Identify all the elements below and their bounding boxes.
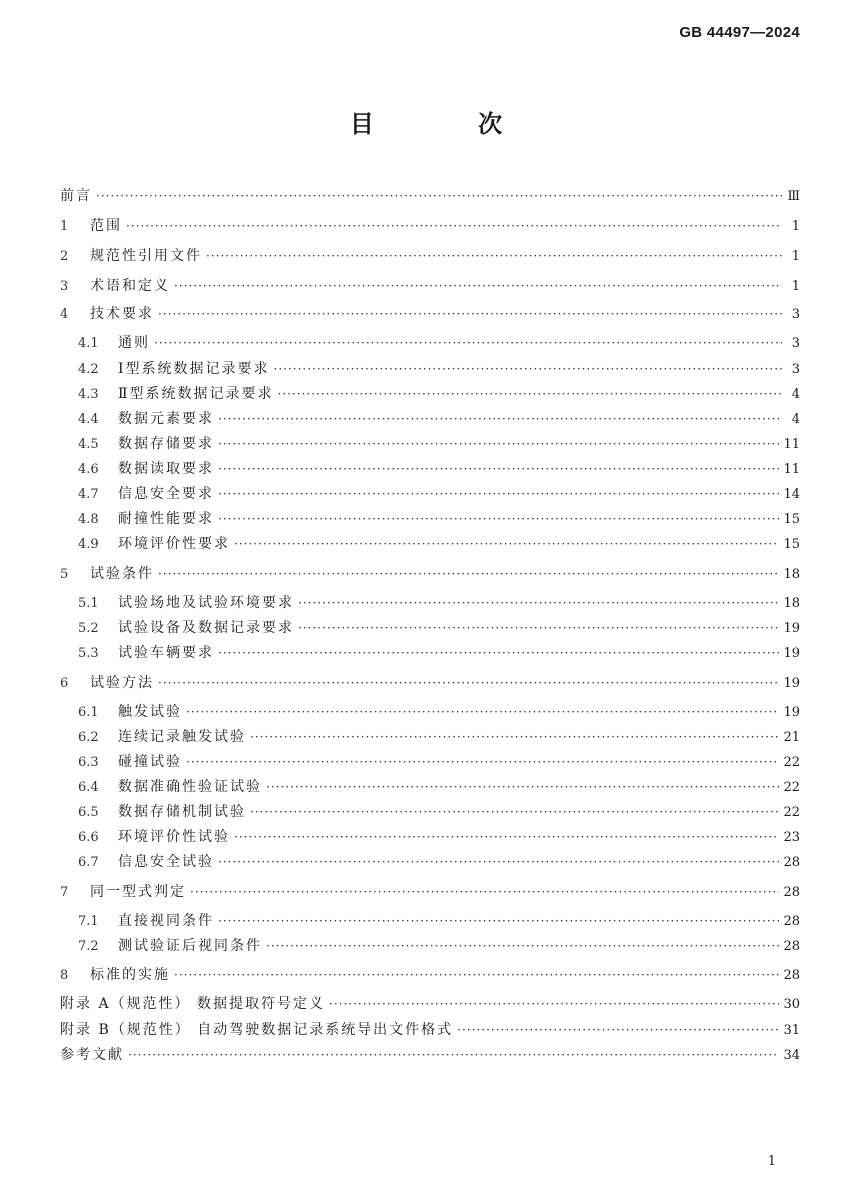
dot-leader [126,214,782,238]
dot-leader [218,850,779,874]
toc-entry-page: 18 [783,596,800,611]
toc-entry-page: 19 [783,705,800,720]
toc-entry-number: 6.3 [78,755,99,770]
toc-entry-page: 3 [791,307,800,322]
toc-entry[interactable] [78,850,800,874]
toc-entry-number: 4.4 [78,412,99,427]
toc-entry-title: Ⅱ型系统数据记录要求 [118,386,274,402]
toc-entry-title: 通则 [118,335,150,351]
toc-entry-page: 19 [783,646,800,661]
toc-entry-page: 15 [783,512,800,527]
dot-leader [190,880,779,904]
toc-entry[interactable] [60,671,800,695]
toc-entry-title: 术语和定义 [90,278,170,294]
toc-entry-page: 1 [791,249,800,264]
toc-entry-title: 环境评价性试验 [118,829,230,845]
toc-entry[interactable] [60,274,800,298]
dot-leader [158,302,782,326]
toc-entry-title: 直接视同条件 [118,913,214,929]
toc-entry-title: 信息安全试验 [118,854,214,870]
dot-leader [298,591,779,615]
toc-entry[interactable] [78,700,800,724]
toc-entry-page: 23 [783,830,800,845]
toc-entry-page: 28 [783,855,800,870]
toc-entry-title: 附录 B（规范性） 自动驾驶数据记录系统导出文件格式 [60,1022,454,1038]
dot-leader [298,616,779,640]
toc-entry-number: 4 [60,307,69,322]
toc-entry-title: 试验车辆要求 [118,645,214,661]
toc-entry-number: 5.3 [78,646,99,661]
toc-entry-page: 34 [783,1048,800,1063]
toc-entry-title: 耐撞性能要求 [118,511,214,527]
toc-entry-number: 6.6 [78,830,99,845]
toc-entry[interactable] [78,725,800,749]
toc-entry-page: 28 [783,968,800,983]
dot-leader [186,700,779,724]
toc-entry-page: 28 [783,885,800,900]
dot-leader [154,331,782,355]
dot-leader [218,909,779,933]
toc-entry-number: 4.3 [78,387,99,402]
toc-entry-number: 6 [60,676,69,691]
toc-entry-number: 7.1 [78,914,99,929]
toc-entry-title: 数据存储要求 [118,436,214,452]
dot-leader [234,532,779,556]
toc-entry-title: 试验条件 [90,566,154,582]
toc-entry-title: 附录 A（规范性） 数据提取符号定义 [60,996,326,1012]
dot-leader [158,671,779,695]
toc-entry-title: 技术要求 [90,306,154,322]
toc-entry-title: Ⅰ型系统数据记录要求 [118,361,270,377]
toc-entry-number: 5.1 [78,596,99,611]
toc-entry[interactable] [60,244,800,268]
toc-entry-number: 4.8 [78,512,99,527]
toc-entry[interactable] [60,992,800,1016]
toc-entry-page: 18 [783,567,800,582]
toc-entry-page: 22 [783,805,800,820]
toc-entry[interactable] [78,750,800,774]
toc-entry-number: 5 [60,567,69,582]
toc-entry-title: 数据读取要求 [118,461,214,477]
toc-entry-page: 19 [783,676,800,691]
toc-entry-number: 4.9 [78,537,99,552]
toc-entry-page: 28 [783,939,800,954]
toc-entry-title: 环境评价性要求 [118,536,230,552]
toc-entry-number: 6.4 [78,780,99,795]
toc-entry-page: 4 [791,412,800,427]
toc-entry[interactable] [78,532,800,556]
toc-entry[interactable] [78,382,800,406]
toc-entry-number: 4.2 [78,362,99,377]
toc-entry-page: Ⅲ [787,189,800,204]
toc-entry-title: 试验设备及数据记录要求 [118,620,294,636]
dot-leader [266,775,779,799]
toc-entry-number: 1 [60,219,69,234]
toc-entry[interactable] [78,909,800,933]
toc-entry-page: 14 [783,487,800,502]
toc-entry-title: 标准的实施 [90,967,170,983]
toc-entry[interactable] [60,880,800,904]
toc-entry-page: 4 [791,387,800,402]
toc-entry-page: 22 [783,780,800,795]
toc-entry[interactable] [78,641,800,665]
toc-entry-title: 碰撞试验 [118,754,182,770]
toc-entry-page: 11 [783,437,800,452]
toc-entry-title: 数据元素要求 [118,411,214,427]
toc-entry-page: 19 [783,621,800,636]
dot-leader [206,244,782,268]
dot-leader [278,382,782,406]
toc-entry-page: 31 [783,1023,800,1038]
toc-entry-title: 参考文献 [60,1047,124,1063]
toc-entry-page: 28 [783,914,800,929]
toc-entry[interactable] [78,432,800,456]
toc-entry-page: 21 [783,730,800,745]
toc-entry[interactable] [78,507,800,531]
dot-leader [218,641,779,665]
toc-entry[interactable] [78,775,800,799]
dot-leader [174,963,779,987]
toc-entry-page: 15 [783,537,800,552]
toc-entry-number: 8 [60,968,69,983]
dot-leader [186,750,779,774]
dot-leader [218,432,779,456]
dot-leader [96,184,782,208]
toc-entry[interactable] [60,214,800,238]
toc-entry-title: 连续记录触发试验 [118,729,246,745]
dot-leader [158,562,779,586]
toc-entry-number: 3 [60,279,69,294]
toc-entry-page: 30 [783,997,800,1012]
toc-entry[interactable] [78,357,800,381]
toc-entry-title: 范围 [90,218,122,234]
toc-entry-number: 4.1 [78,336,99,351]
dot-leader [218,407,782,431]
toc-entry[interactable] [78,482,800,506]
toc-entry-number: 2 [60,249,69,264]
toc-entry-page: 3 [791,336,800,351]
toc-entry-page: 1 [791,279,800,294]
dot-leader [234,825,779,849]
toc-entry-title: 测试验证后视同条件 [118,938,262,954]
toc-entry-number: 7.2 [78,939,99,954]
dot-leader [329,992,779,1016]
dot-leader [457,1018,779,1042]
toc-entry-title: 规范性引用文件 [90,248,202,264]
dot-leader [218,507,779,531]
toc-entry-page: 3 [791,362,800,377]
dot-leader [274,357,782,381]
standard-code: GB 44497—2024 [679,24,800,41]
toc-entry[interactable] [78,457,800,481]
dot-leader [218,482,779,506]
toc-entry-title: 信息安全要求 [118,486,214,502]
toc-entry-title: 数据准确性验证试验 [118,779,262,795]
toc-entry[interactable] [60,302,800,326]
dot-leader [250,725,779,749]
toc-entry-page: 22 [783,755,800,770]
toc-entry-number: 6.7 [78,855,99,870]
dot-leader [174,274,782,298]
page-title: 目 次 [349,110,551,138]
dot-leader [218,457,779,481]
toc-entry-number: 4.6 [78,462,99,477]
toc-entry-title: 试验场地及试验环境要求 [118,595,294,611]
toc-entry-number: 6.5 [78,805,99,820]
dot-leader [266,934,779,958]
toc-entry-number: 4.5 [78,437,99,452]
toc-entry[interactable] [78,825,800,849]
toc-entry[interactable] [60,562,800,586]
dot-leader [128,1043,779,1067]
page-number: 1 [767,1154,776,1169]
toc-entry-title: 试验方法 [90,675,154,691]
toc-entry-title: 同一型式判定 [90,884,186,900]
toc-entry-page: 11 [783,462,800,477]
toc-entry[interactable] [60,1018,800,1042]
toc-entry-title: 前言 [60,188,92,204]
toc-entry[interactable] [78,331,800,355]
dot-leader [250,800,779,824]
toc-entry[interactable] [78,616,800,640]
toc-entry-page: 1 [791,219,800,234]
toc-entry-title: 触发试验 [118,704,182,720]
toc-entry[interactable] [78,591,800,615]
toc-entry[interactable] [60,184,800,208]
toc-entry-title: 数据存储机制试验 [118,804,246,820]
toc-entry[interactable] [78,800,800,824]
toc-entry-number: 5.2 [78,621,99,636]
toc-entry-number: 4.7 [78,487,99,502]
toc-entry[interactable] [60,963,800,987]
toc-entry-number: 7 [60,885,69,900]
toc-entry[interactable] [78,934,800,958]
toc-entry-number: 6.2 [78,730,99,745]
toc-entry-number: 6.1 [78,705,99,720]
toc-entry[interactable] [60,1043,800,1067]
toc-entry[interactable] [78,407,800,431]
